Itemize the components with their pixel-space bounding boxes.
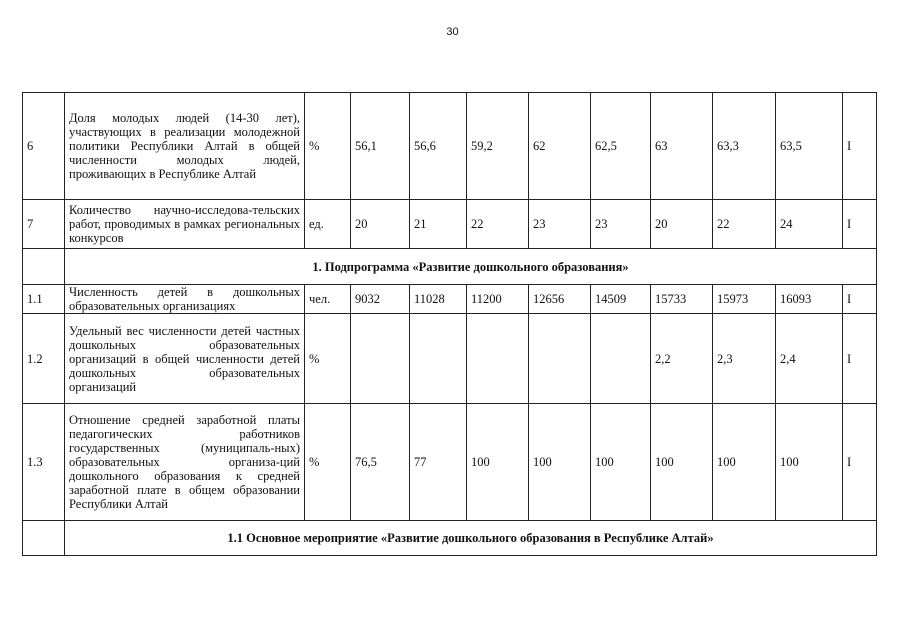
unit-cell: % xyxy=(305,404,351,521)
value-cell xyxy=(529,314,591,404)
value-cell: 63,3 xyxy=(713,93,776,200)
value-cell: 100 xyxy=(591,404,651,521)
value-cell: 100 xyxy=(713,404,776,521)
value-cell: 23 xyxy=(591,200,651,249)
source-cell: I xyxy=(843,404,877,521)
unit-cell: % xyxy=(305,93,351,200)
value-cell: 100 xyxy=(467,404,529,521)
section-title: 1. Подпрограмма «Развитие дошкольного образования» xyxy=(65,249,877,285)
row-number: 1.3 xyxy=(23,404,65,521)
source-cell: I xyxy=(843,200,877,249)
value-cell: 100 xyxy=(529,404,591,521)
value-cell: 12656 xyxy=(529,285,591,314)
source-cell: I xyxy=(843,314,877,404)
value-cell: 15733 xyxy=(651,285,713,314)
value-cell: 2,2 xyxy=(651,314,713,404)
value-cell: 9032 xyxy=(351,285,410,314)
value-cell: 62,5 xyxy=(591,93,651,200)
value-cell: 11200 xyxy=(467,285,529,314)
table-row xyxy=(23,285,877,314)
value-cell: 2,3 xyxy=(713,314,776,404)
table-body xyxy=(23,93,877,556)
page-number: 30 xyxy=(446,26,459,38)
value-cell: 23 xyxy=(529,200,591,249)
value-cell xyxy=(467,314,529,404)
table-row xyxy=(23,404,877,521)
value-cell: 14509 xyxy=(591,285,651,314)
unit-cell: ед. xyxy=(305,200,351,249)
value-cell: 63,5 xyxy=(776,93,843,200)
indicator-description: Отношение средней заработной платы педагогических работников государственных (муниципаль-ных) образовательных организа-ций дошкольного образования к средней заработной плате в общем образовании Республики Алтай xyxy=(65,404,305,521)
indicator-description: Удельный вес численности детей частных дошкольных образовательных организаций в общей численности детей дошкольных образовательных организаций xyxy=(65,314,305,404)
value-cell: 76,5 xyxy=(351,404,410,521)
value-cell: 63 xyxy=(651,93,713,200)
row-number: 1.2 xyxy=(23,314,65,404)
value-cell: 22 xyxy=(713,200,776,249)
section-num-cell xyxy=(23,249,65,285)
row-number: 1.1 xyxy=(23,285,65,314)
unit-cell: % xyxy=(305,314,351,404)
value-cell: 22 xyxy=(467,200,529,249)
value-cell: 2,4 xyxy=(776,314,843,404)
indicators-table xyxy=(22,92,877,556)
value-cell: 77 xyxy=(410,404,467,521)
value-cell: 59,2 xyxy=(467,93,529,200)
table-row xyxy=(23,200,877,249)
value-cell: 56,1 xyxy=(351,93,410,200)
value-cell xyxy=(591,314,651,404)
table-row xyxy=(23,314,877,404)
unit-cell: чел. xyxy=(305,285,351,314)
value-cell: 20 xyxy=(651,200,713,249)
value-cell: 16093 xyxy=(776,285,843,314)
value-cell: 11028 xyxy=(410,285,467,314)
value-cell xyxy=(351,314,410,404)
value-cell xyxy=(410,314,467,404)
value-cell: 21 xyxy=(410,200,467,249)
section-num-cell xyxy=(23,521,65,556)
value-cell: 20 xyxy=(351,200,410,249)
value-cell: 100 xyxy=(776,404,843,521)
value-cell: 100 xyxy=(651,404,713,521)
source-cell: I xyxy=(843,93,877,200)
section-row xyxy=(23,249,877,285)
table-row xyxy=(23,93,877,200)
indicator-description: Количество научно-исследова-тельских работ, проводимых в рамках региональных конкурсов xyxy=(65,200,305,249)
source-cell: I xyxy=(843,285,877,314)
value-cell: 15973 xyxy=(713,285,776,314)
value-cell: 62 xyxy=(529,93,591,200)
value-cell: 56,6 xyxy=(410,93,467,200)
section-row xyxy=(23,521,877,556)
indicator-description: Доля молодых людей (14-30 лет), участвующих в реализации молодежной политики Республики Алтай в общей численности молодых людей, проживающих в Республике Алтай xyxy=(65,93,305,200)
row-number: 7 xyxy=(23,200,65,249)
indicator-description: Численность детей в дошкольных образовательных организациях xyxy=(65,285,305,314)
section-title: 1.1 Основное мероприятие «Развитие дошкольного образования в Республике Алтай» xyxy=(65,521,877,556)
value-cell: 24 xyxy=(776,200,843,249)
row-number: 6 xyxy=(23,93,65,200)
